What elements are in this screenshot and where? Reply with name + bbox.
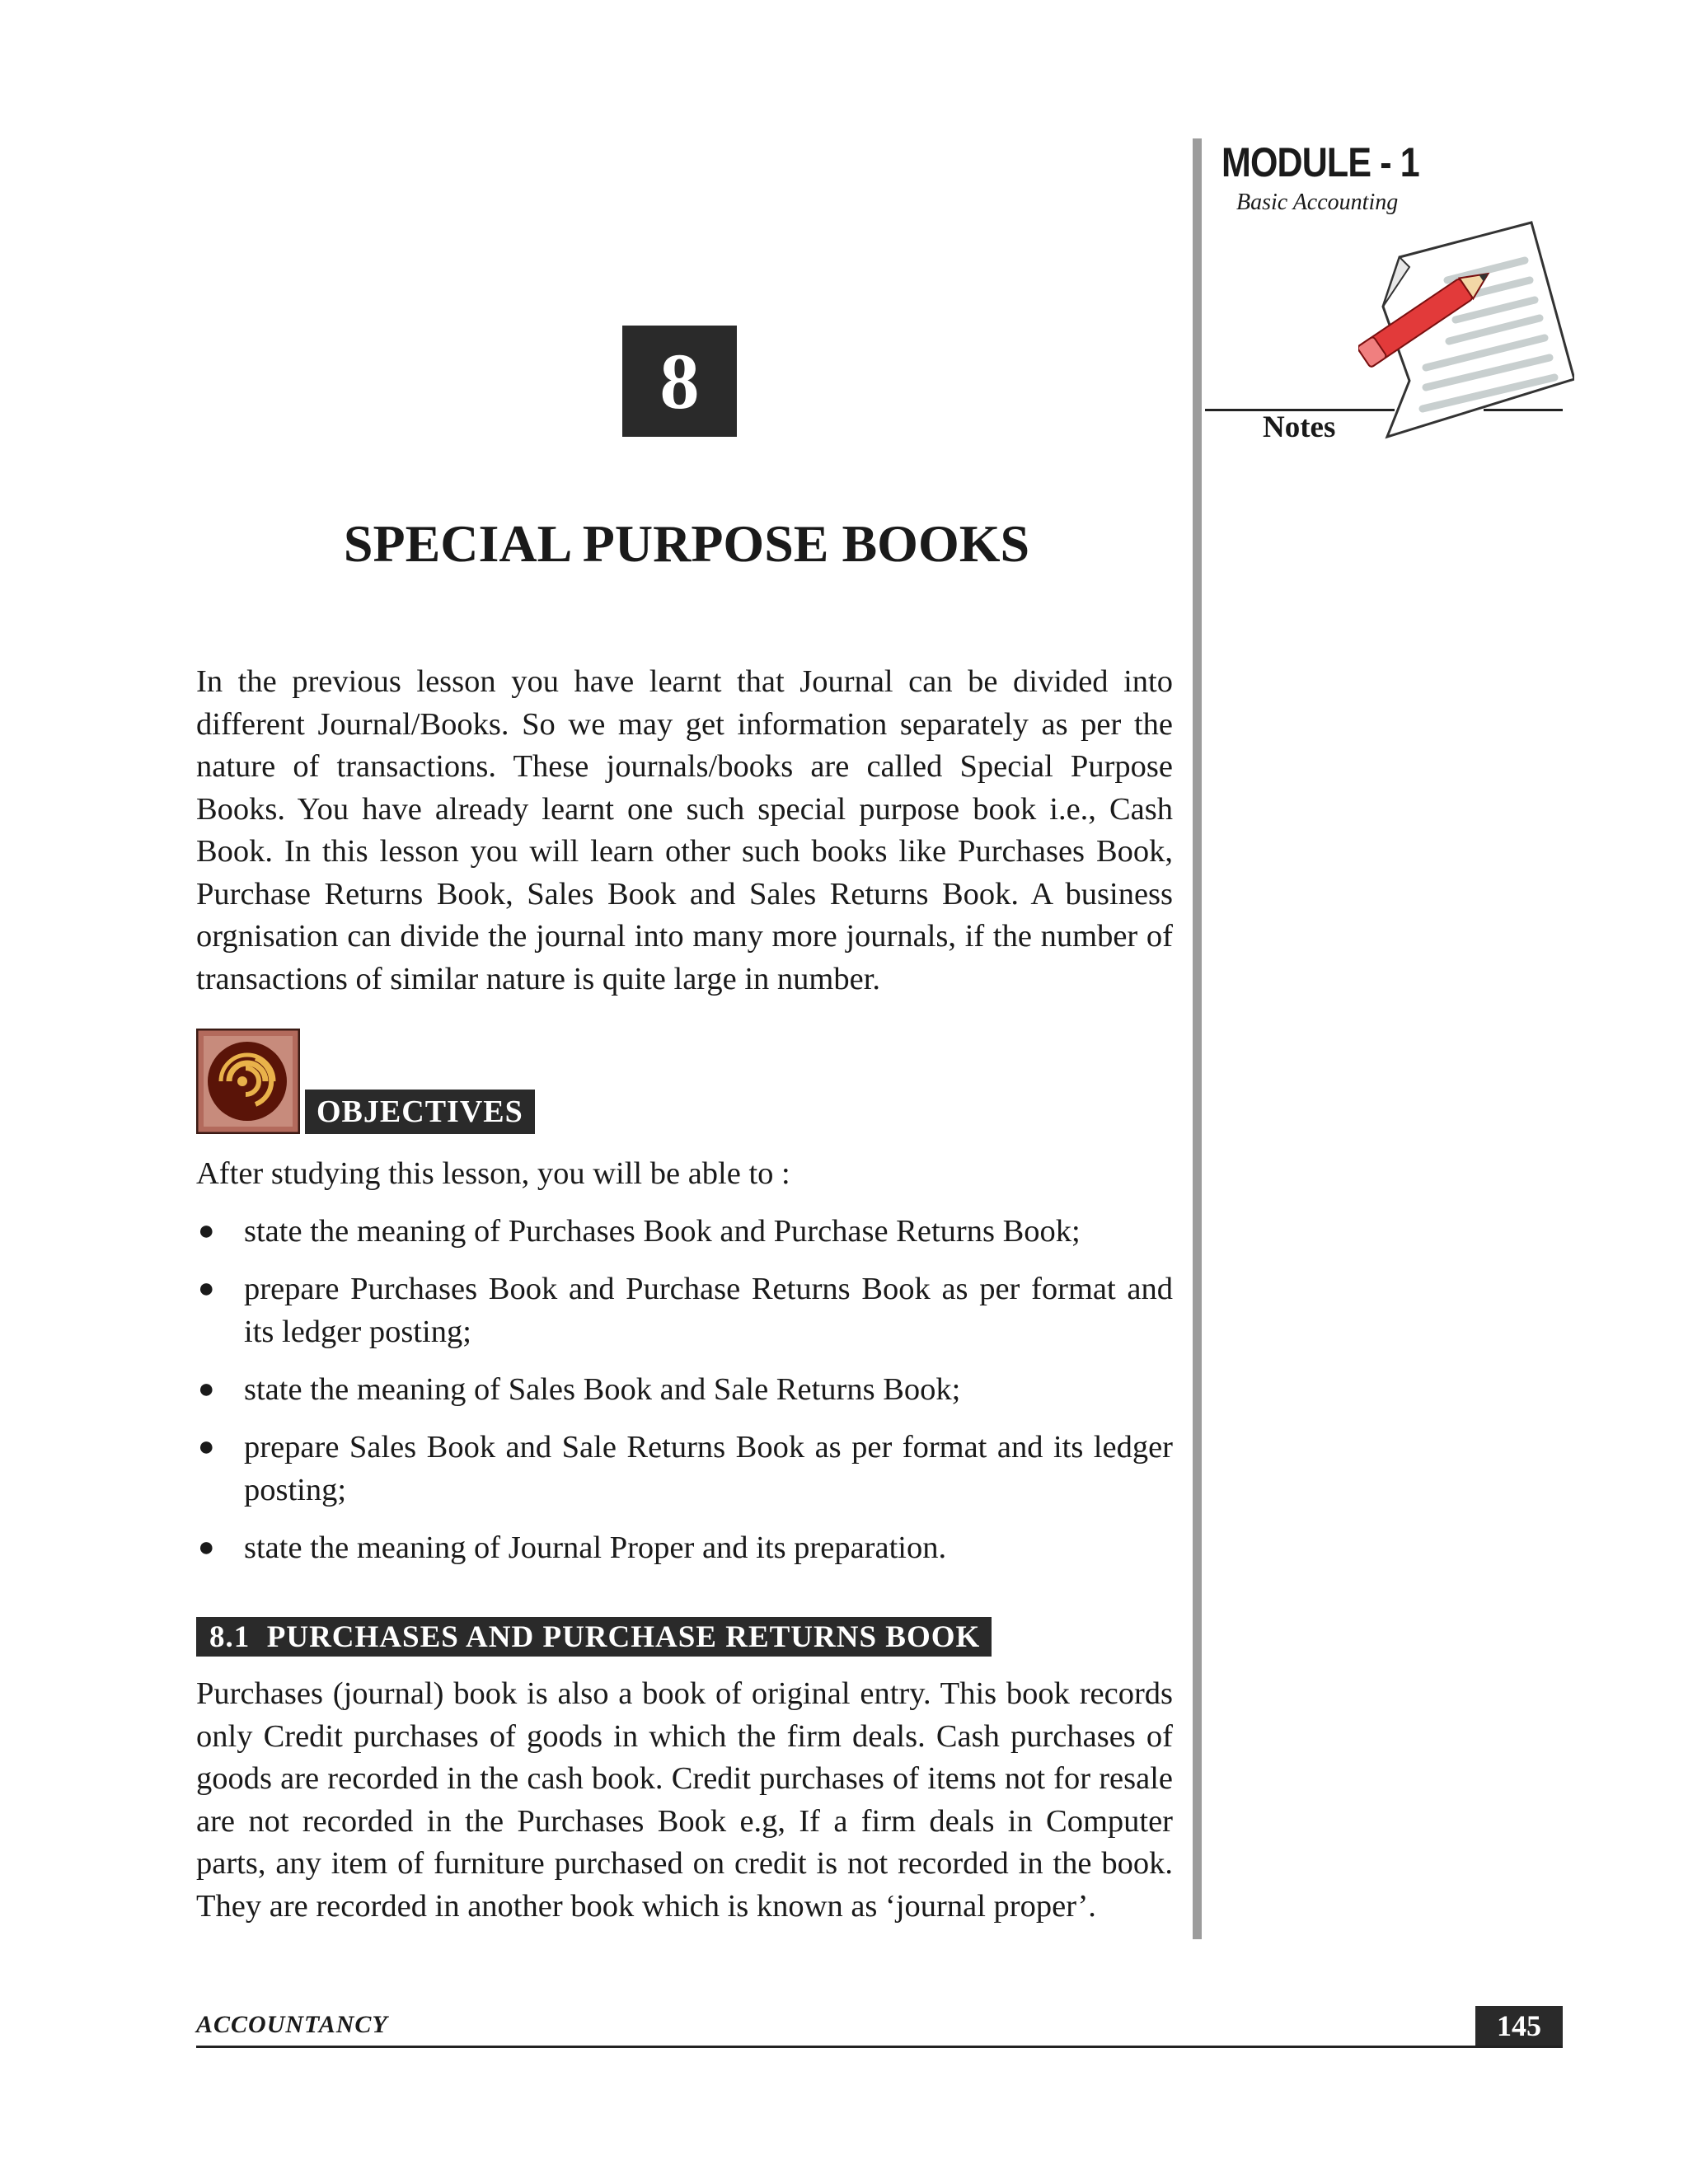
sidebar-divider (1193, 138, 1202, 1939)
page-number: 145 (1475, 2006, 1563, 2046)
notes-label: Notes (1263, 410, 1336, 444)
bullet-icon: ● (198, 1273, 215, 1304)
target-icon (196, 1029, 300, 1134)
chapter-number: 8 (622, 326, 737, 437)
chapter-title: SPECIAL PURPOSE BOOKS (343, 514, 1030, 573)
objectives-intro: After studying this lesson, you will be able to : (196, 1156, 790, 1191)
footer-rule (196, 2046, 1563, 2048)
bullet-icon: ● (198, 1532, 215, 1563)
module-title: MODULE - 1 (1221, 139, 1419, 185)
list-item: ● state the meaning of Journal Proper and its preparation. (196, 1526, 1173, 1569)
intro-paragraph: In the previous lesson you have learnt that Journal can be divided into different Journal/Books. So we may get information separately as per the nature of transactions. These journals/books are called Special Purpose Books. You have already learnt one such special purpose book i.e., Cash Book. In this lesson you will learn other such books like Purchases Book, Purchase Returns Book, Sales Book and Sales Returns Book. A business orgnisation can divide the journal into many more journals, if the number of transactions of similar nature is quite large in number. (196, 664, 1173, 996)
bullet-icon: ● (198, 1374, 215, 1404)
list-item: ● prepare Purchases Book and Purchase Returns Book as per format and its ledger posting; (196, 1268, 1173, 1353)
list-item: ● prepare Sales Book and Sale Returns Book as per format and its ledger posting; (196, 1426, 1173, 1511)
objectives-label: OBJECTIVES (305, 1090, 535, 1134)
footer-subject: ACCOUNTANCY (196, 2011, 388, 2038)
section-heading: 8.1 PURCHASES AND PURCHASE RETURNS BOOK (196, 1617, 992, 1657)
bullet-icon: ● (198, 1216, 215, 1246)
module-subtitle: Basic Accounting (1236, 190, 1399, 215)
list-item: ● state the meaning of Purchases Book and Purchase Returns Book; (196, 1210, 1173, 1253)
section-paragraph: Purchases (journal) book is also a book of original entry. This book records only Credit purchases of goods in which the firm deals. Cash purchases of goods are recorded in the cash book. Credit purchases of items not for resale are not recorded in the Purchases Book e.g, If a firm deals in Computer parts, any item of furniture purchased on credit is not recorded in the book. They are recorded in another book which is known as ‘journal proper’. (196, 1676, 1173, 1924)
notes-pencil-icon (1358, 216, 1574, 443)
objectives-list (196, 1210, 1173, 1584)
bullet-icon: ● (198, 1432, 215, 1462)
list-item: ● state the meaning of Sales Book and Sale Returns Book; (196, 1368, 1173, 1411)
